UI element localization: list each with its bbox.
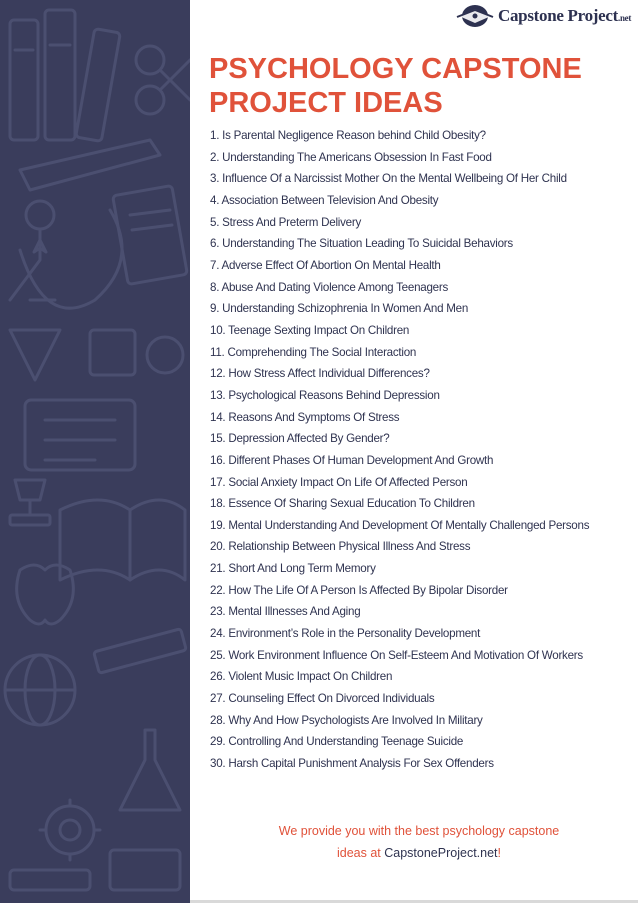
- list-item: 23. Mental Illnesses And Aging: [210, 605, 361, 619]
- list-item: 3. Influence Of a Narcissist Mother On the Mental Wellbeing Of Her Child: [210, 172, 567, 186]
- list-item: 22. How The Life Of A Person Is Affected By Bipolar Disorder: [210, 583, 508, 597]
- list-item: 9. Understanding Schizophrenia In Women And Men: [210, 302, 469, 316]
- list-item: 16. Different Phases Of Human Development And Growth: [210, 453, 494, 467]
- brand-name-text: Capstone Project: [498, 6, 618, 25]
- footer-callout: [210, 820, 628, 864]
- list-item: 19. Mental Understanding And Development Of Mentally Challenged Persons: [210, 518, 590, 532]
- list-item: 14. Reasons And Symptoms Of Stress: [210, 410, 400, 424]
- list-item: 24. Environment’s Role in the Personality Development: [210, 627, 481, 641]
- list-item: 25. Work Environment Influence On Self-Esteem And Motivation Of Workers: [210, 648, 583, 662]
- list-item: 17. Social Anxiety Impact On Life Of Affected Person: [210, 475, 468, 489]
- list-item: 8. Abuse And Dating Violence Among Teenagers: [210, 280, 449, 294]
- decorative-sidebar: [0, 0, 190, 903]
- list-item: 4. Association Between Television And Obesity: [210, 193, 439, 207]
- list-item: 10. Teenage Sexting Impact On Children: [210, 323, 410, 337]
- list-item: 7. Adverse Effect Of Abortion On Mental Health: [210, 258, 441, 272]
- list-item: 28. Why And How Psychologists Are Involved In Military: [210, 713, 483, 727]
- list-item: 11. Comprehending The Social Interaction: [210, 345, 417, 359]
- brand-logo: [455, 4, 631, 28]
- list-item: 2. Understanding The Americans Obsession In Fast Food: [210, 150, 492, 164]
- brand-name: [498, 6, 631, 26]
- list-item: 27. Counseling Effect On Divorced Individuals: [210, 692, 435, 706]
- list-item: 26. Violent Music Impact On Children: [210, 670, 393, 684]
- page-title-line-2: PROJECT IDEAS: [209, 87, 443, 119]
- list-item: 5. Stress And Preterm Delivery: [210, 215, 362, 229]
- list-item: 30. Harsh Capital Punishment Analysis For Sex Offenders: [210, 757, 494, 771]
- footer-suffix: !: [497, 846, 501, 860]
- footer-line-2-prefix: ideas at: [336, 846, 385, 860]
- brand-tld: .net: [618, 13, 632, 23]
- page-title-line-1: PSYCHOLOGY CAPSTONE: [209, 53, 582, 85]
- list-item: 21. Short And Long Term Memory: [210, 562, 376, 576]
- graduation-cap-logo-icon: [455, 4, 495, 28]
- list-item: 1. Is Parental Negligence Reason behind Child Obesity?: [210, 129, 486, 142]
- list-item: 18. Essence Of Sharing Sexual Education To Children: [210, 497, 475, 511]
- list-item: 6. Understanding The Situation Leading To Suicidal Behaviors: [210, 237, 513, 251]
- footer-site-link[interactable]: CapstoneProject.net: [384, 846, 498, 860]
- list-item: 20. Relationship Between Physical Illness And Stress: [210, 540, 471, 554]
- list-item: 15. Depression Affected By Gender?: [210, 432, 390, 446]
- list-item: 13. Psychological Reasons Behind Depression: [210, 388, 440, 402]
- page-title: [209, 52, 629, 120]
- ideas-list: [210, 125, 630, 775]
- list-item: 12. How Stress Affect Individual Differences?: [210, 367, 430, 381]
- footer-line-1: We provide you with the best psychology capstone: [278, 824, 560, 838]
- list-item: 29. Controlling And Understanding Teenage Suicide: [210, 735, 464, 749]
- doodle-pattern-icon: [0, 0, 190, 903]
